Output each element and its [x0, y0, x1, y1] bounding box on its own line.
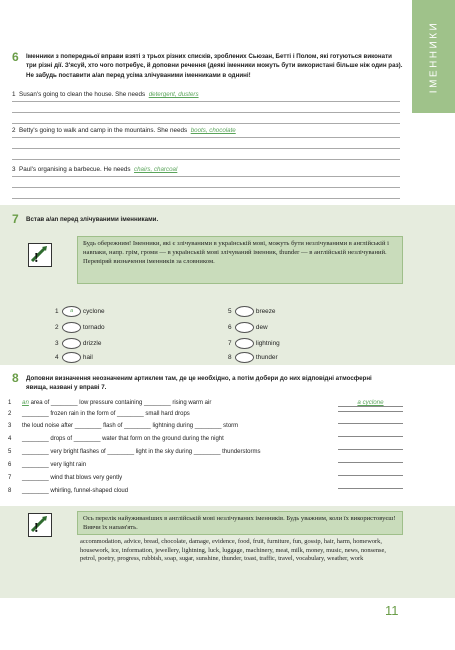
- ex8-row-3: 3 the loud noise after ________ flash of ________ lightning during ________ storm: [8, 423, 403, 429]
- side-tab-label: ІМЕННИКИ: [428, 20, 439, 93]
- ex6-item-2: 2 Betty's going to walk and camp in the mountains. She needs boots, chocolate: [12, 127, 236, 134]
- ex6-answer-2[interactable]: boots, chocolate: [190, 127, 236, 134]
- ex7-item-7: 7 lightning: [228, 338, 280, 349]
- uncountable-word-list: accommodation, advice, bread, chocolate, damage, evidence, food, fruit, furniture, fun, gossip, hair, harm, homework, housework, ice, information, jewellery, lightning, luck, luggage, machinery, meat, milk, money, music, news, nonsense, petrol, poetry, progress, rubbish, soap, sugar, sunshine, thunder, toast, traffic, travel, vocabulary, weather, work: [80, 538, 386, 563]
- ex8-pre-answer-1[interactable]: an: [22, 399, 29, 406]
- answer-line: [12, 123, 400, 124]
- ex8-row-1: 1 an area of ________ low pressure containing ________ rising warm air a cyclone: [8, 399, 403, 406]
- ex7-oval-6[interactable]: [235, 322, 254, 333]
- ex7-item-8: 8 thunder: [228, 352, 278, 363]
- answer-line: [12, 137, 400, 138]
- answer-line: [12, 112, 400, 113]
- ex8-answer-5[interactable]: [338, 449, 403, 450]
- ex8-row-4: 4 ________ drops of ________ water that form on the ground during the night: [8, 436, 403, 442]
- ex8-answer-7[interactable]: [338, 475, 403, 476]
- svg-text:!: !: [34, 251, 39, 266]
- ex8-row-2: 2 ________ frozen rain in the form of ________ small hard drops: [8, 411, 403, 417]
- warning-icon: [28, 243, 52, 267]
- ex7-item-5: 5 breeze: [228, 306, 275, 317]
- ex7-item-1: 1 a cyclone: [55, 308, 105, 316]
- exercise-7-number: 7: [12, 212, 19, 226]
- ex8-row-5: 5 ________ very bright flashes of ________ light in the sky during ________ thunderstorms: [8, 449, 403, 455]
- svg-text:!: !: [34, 521, 39, 536]
- exercise-6-number: 6: [12, 50, 19, 64]
- ex8-answer-4[interactable]: [338, 436, 403, 437]
- answer-line: [12, 101, 400, 102]
- ex8-row-7: 7 ________ wind that blows very gently: [8, 475, 403, 481]
- ex7-oval-4[interactable]: [62, 352, 81, 363]
- ex7-oval-5[interactable]: [235, 306, 254, 317]
- answer-line: [12, 187, 400, 188]
- exercise-8-number: 8: [12, 371, 19, 385]
- exercise-8-instruction: Доповни визначення неозначеним артиклем там, де це необхідно, а потім добери до них відповідні атмосферні явища, названі у вправі 7.: [26, 375, 372, 392]
- ex7-oval-1[interactable]: a: [62, 306, 81, 317]
- warning-box: Будь обережним! Іменники, які є злічуваними в українській мові, можуть бути незлічуваними в англійській і навпаки, напр. грім, громи — в українській мові злічуваний іменник, thunder — в англійській незлічуваний. Перевіряй визначення іменників за словником.: [77, 236, 403, 284]
- ex8-row-8: 8 ________ whirling, funnel-shaped cloud: [8, 488, 403, 494]
- ex7-item-2: 2 tornado: [55, 322, 105, 333]
- exercise-6-instruction: Іменники з попередньої вправи взяті з трьох різних списків, зроблених Сьюзан, Бетті і Полом, які готуються виконати три різні дії. З'ясуй, хто чого потребує, й доповни речення (деякі іменники можуть бути використані більше ніж один раз). Не забудь поставити a/an перед усіма злічуваними іменниками в однині!: [26, 53, 403, 79]
- ex7-item-4: 4 hail: [55, 352, 93, 363]
- answer-line: [12, 176, 400, 177]
- ex8-answer-2[interactable]: [338, 411, 403, 412]
- ex8-answer-1[interactable]: a cyclone: [338, 399, 403, 407]
- ex6-answer-3[interactable]: chairs, charcoal: [134, 166, 178, 173]
- answer-line: [12, 159, 400, 160]
- ex8-answer-3[interactable]: [338, 423, 403, 424]
- ex7-oval-3[interactable]: [62, 338, 81, 349]
- ex6-item-1: 1 Susan's going to clean the house. She needs detergent, dusters: [12, 91, 199, 98]
- ex6-item-3: 3 Paul's organising a barbecue. He needs chairs, charcoal: [12, 166, 178, 173]
- ex8-answer-6[interactable]: [338, 462, 403, 463]
- ex8-answer-8[interactable]: [338, 488, 403, 489]
- section-side-tab: [412, 0, 455, 113]
- ex7-oval-8[interactable]: [235, 352, 254, 363]
- ex7-item-3: 3 drizzle: [55, 338, 101, 349]
- ex7-oval-2[interactable]: [62, 322, 81, 333]
- exercise-7-instruction: Встав a/an перед злічуваними іменниками.: [26, 216, 159, 223]
- ex6-answer-1[interactable]: detergent, dusters: [148, 91, 199, 98]
- warning-icon: [28, 513, 52, 537]
- answer-line: [12, 198, 400, 199]
- note-intro-box: Ось перелік найуживаніших в англійській мові незлічуваних іменників. Будь уважним, коли їх використовуєш! Вивчи їх напам'ять.: [77, 511, 403, 535]
- ex8-row-6: 6 ________ very light rain: [8, 462, 403, 468]
- ex7-oval-7[interactable]: [235, 338, 254, 349]
- ex7-item-6: 6 dew: [228, 322, 268, 333]
- answer-line: [12, 148, 400, 149]
- page-number: 11: [385, 603, 399, 618]
